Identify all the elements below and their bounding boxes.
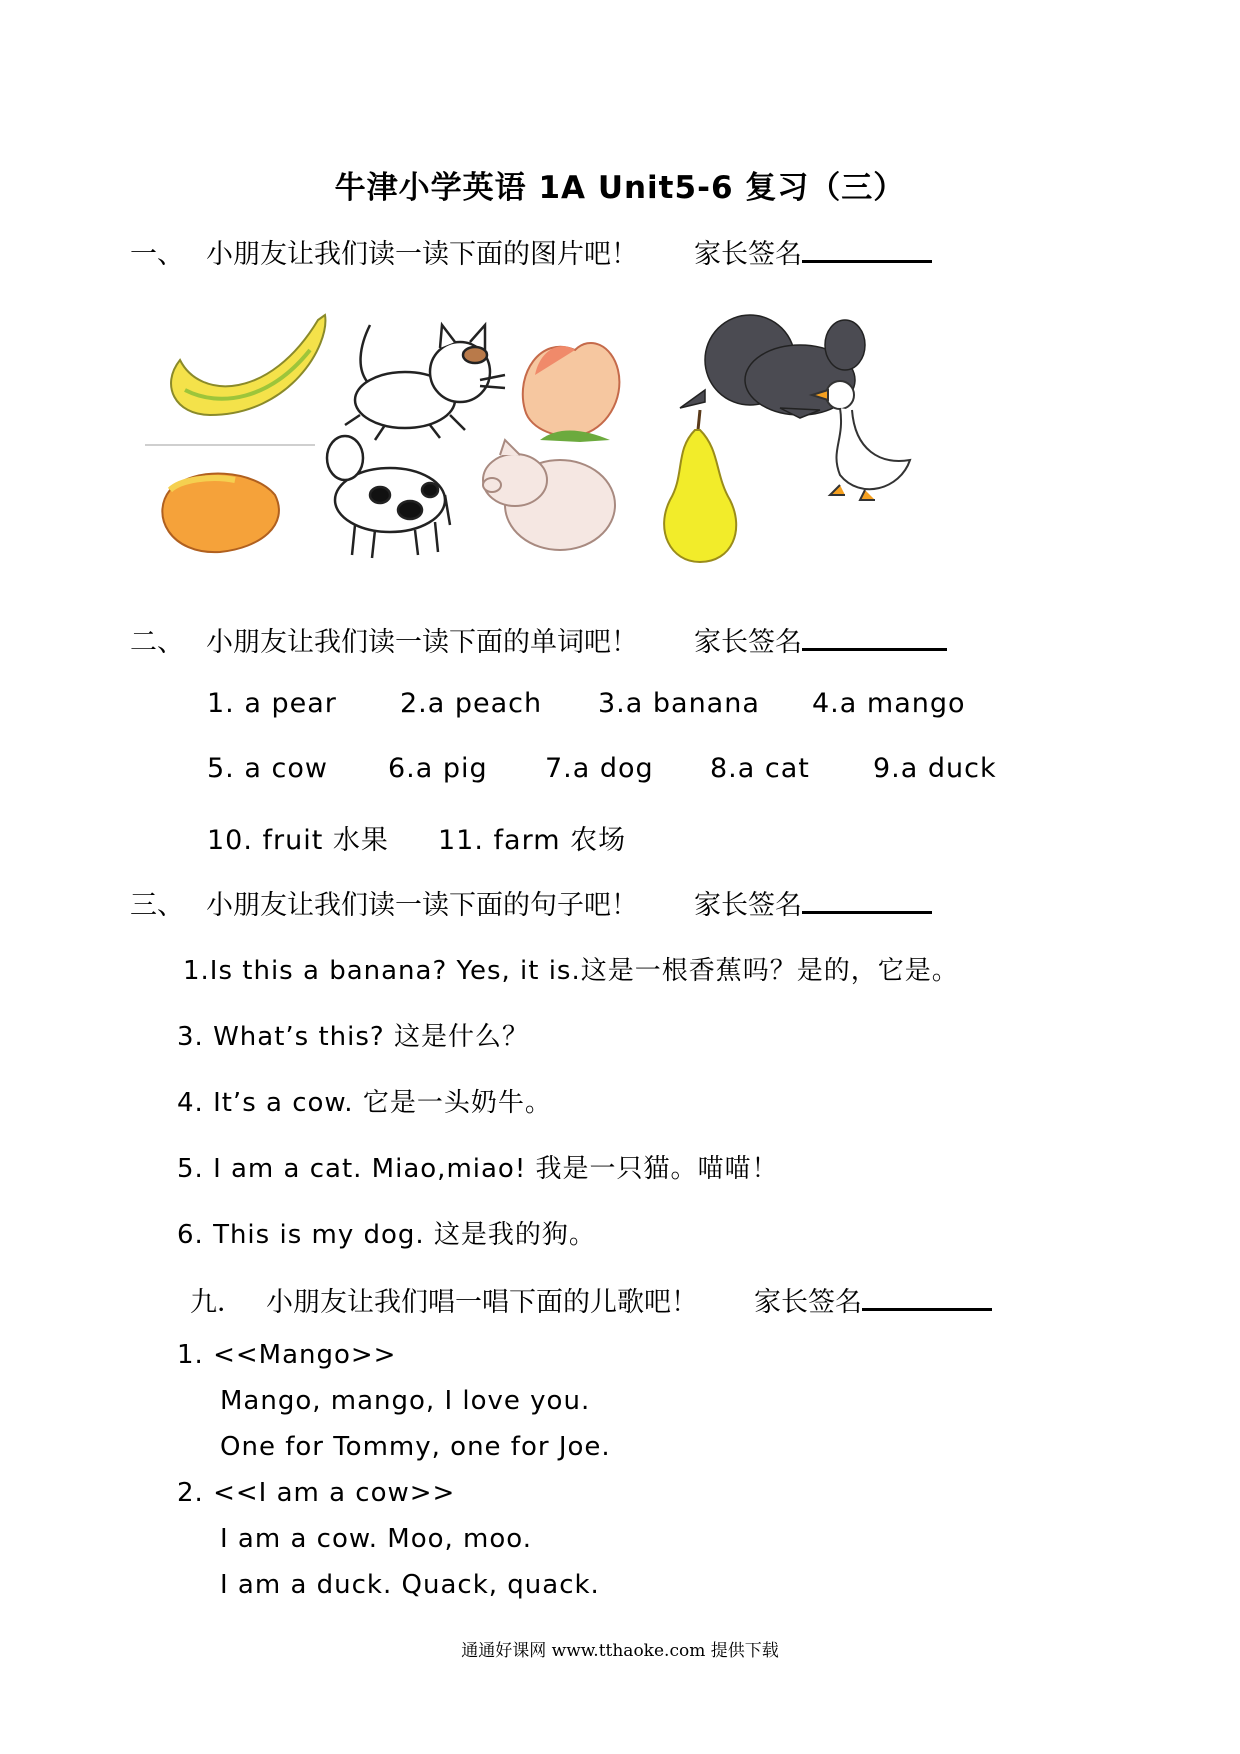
section-3-heading xyxy=(130,883,932,922)
section-9-number: 九． xyxy=(190,1287,244,1318)
pictures-area xyxy=(140,290,1040,590)
pear-icon xyxy=(664,410,736,562)
section-2-text: 小朋友让我们读一读下面的单词吧！ xyxy=(206,627,638,658)
word-item: 5. a cow xyxy=(207,753,328,784)
song-line: One for Tommy, one for Joe. xyxy=(220,1432,611,1462)
word-item: 1. a pear xyxy=(207,688,337,719)
peach-icon xyxy=(523,343,620,442)
section-1-sign-label: 家长签名 xyxy=(694,239,802,270)
mango-icon xyxy=(162,474,279,553)
banana-icon xyxy=(145,315,325,445)
section-9-sign-line xyxy=(862,1280,992,1311)
cow-icon xyxy=(327,436,450,558)
section-1-heading xyxy=(130,232,932,271)
section-3-number: 三、 xyxy=(130,890,184,921)
song-title: 1. <<Mango>> xyxy=(177,1340,397,1370)
song-title: 2. <<I am a cow>> xyxy=(177,1478,456,1508)
section-2-number: 二、 xyxy=(130,627,184,658)
sentence-item: 3. What’s this? 这是什么？ xyxy=(177,1022,529,1052)
word-item: 8.a cat xyxy=(710,753,810,784)
section-2-heading xyxy=(130,620,947,659)
sentence-item: 5. I am a cat. Miao,miao! 我是一只猫。喵喵！ xyxy=(177,1154,779,1184)
word-item: 3.a banana xyxy=(598,688,760,719)
sentence-item: 6. This is my dog. 这是我的狗。 xyxy=(177,1220,596,1250)
duck-icon xyxy=(812,381,910,500)
song-line: I am a cow. Moo, moo. xyxy=(220,1524,532,1554)
section-1-sign-line xyxy=(802,232,932,263)
song-line: Mango, mango, I love you. xyxy=(220,1386,591,1416)
pig-icon xyxy=(483,440,615,550)
cat-icon xyxy=(345,325,505,440)
word-item: 2.a peach xyxy=(400,688,543,719)
section-1-number: 一、 xyxy=(130,239,184,270)
word-item: 6.a pig xyxy=(388,753,488,784)
section-9-heading xyxy=(190,1280,992,1319)
section-2-sign-line xyxy=(802,620,947,651)
word-item: 9.a duck xyxy=(873,753,997,784)
section-9-sign-label: 家长签名 xyxy=(754,1287,862,1318)
section-3-sign-label: 家长签名 xyxy=(694,890,802,921)
section-9-text: 小朋友让我们唱一唱下面的儿歌吧！ xyxy=(266,1287,698,1318)
section-1-text: 小朋友让我们读一读下面的图片吧！ xyxy=(206,239,638,270)
section-3-sign-line xyxy=(802,883,932,914)
song-line: I am a duck. Quack, quack. xyxy=(220,1570,600,1600)
word-item: 4.a mango xyxy=(812,688,966,719)
page-title: 牛津小学英语 1A Unit5-6 复习（三） xyxy=(334,170,906,206)
word-item: 7.a dog xyxy=(545,753,654,784)
word-item: 11. farm 农场 xyxy=(438,825,627,856)
section-3-text: 小朋友让我们读一读下面的句子吧！ xyxy=(206,890,638,921)
section-2-sign-label: 家长签名 xyxy=(694,627,802,658)
footer: 通通好课网 www.tthaoke.com 提供下载 xyxy=(461,1641,779,1661)
sentence-item: 1.Is this a banana? Yes, it is.这是一根香蕉吗？是的，它是。 xyxy=(183,956,959,986)
word-item: 10. fruit 水果 xyxy=(207,825,389,856)
sentence-item: 4. It’s a cow. 它是一头奶牛。 xyxy=(177,1088,552,1118)
